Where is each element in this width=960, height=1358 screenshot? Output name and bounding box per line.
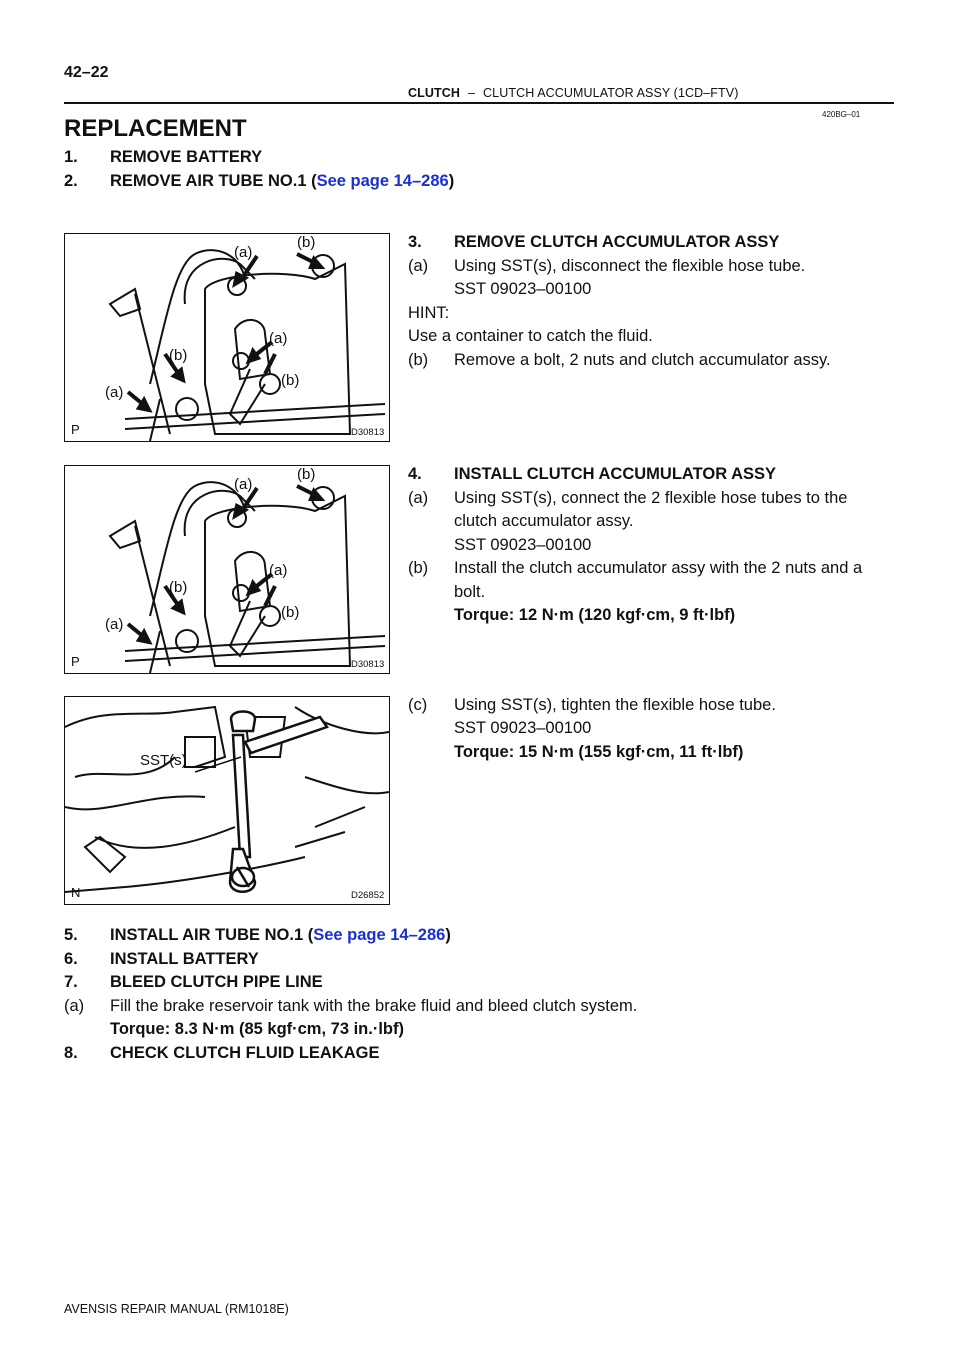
callout-b: (b) xyxy=(169,347,188,364)
callout-b: (b) xyxy=(281,604,300,621)
reference-code: 420BG–01 xyxy=(822,110,861,119)
step-6: 6. INSTALL BATTERY xyxy=(64,950,259,968)
step-4b-cont: bolt. xyxy=(454,583,486,601)
step-4: 4. INSTALL CLUTCH ACCUMULATOR ASSY xyxy=(408,465,777,483)
step-4a-sst: SST 09023–00100 xyxy=(454,536,592,554)
section-name: CLUTCH xyxy=(408,86,460,100)
callout-a: (a) xyxy=(269,330,288,347)
figure-id: D30813 xyxy=(351,659,385,670)
step-4b-torque: Torque: 12 N·m (120 kgf·cm, 9 ft·lbf) xyxy=(454,606,736,624)
step-1 xyxy=(64,148,262,167)
step-3: 3. REMOVE CLUTCH ACCUMULATOR ASSY xyxy=(408,233,780,251)
figure-2-clutch-accumulator xyxy=(64,465,390,674)
callout-b: (b) xyxy=(297,466,316,483)
callout-b: (b) xyxy=(169,579,188,596)
step-4b: (b) Install the clutch accumulator assy with the 2 nuts and a xyxy=(408,559,863,577)
accumulator-illustration xyxy=(65,466,389,673)
step-number: 1. xyxy=(64,148,78,166)
figure-corner-mark: P xyxy=(71,422,80,437)
step-4c: (c) Using SST(s), tighten the flexible hose tube. xyxy=(408,696,776,714)
section-header xyxy=(408,86,738,100)
step-text: REMOVE AIR TUBE NO.1 ( xyxy=(110,172,317,190)
step-number: 2. xyxy=(64,172,78,190)
header-separator: – xyxy=(467,86,476,100)
step-3b: (b) Remove a bolt, 2 nuts and clutch accumulator assy. xyxy=(408,351,831,369)
page-title: REPLACEMENT xyxy=(64,115,247,142)
step-7a-torque: Torque: 8.3 N·m (85 kgf·cm, 73 in.·lbf) xyxy=(110,1020,404,1038)
callout-a: (a) xyxy=(105,616,124,633)
callout-a: (a) xyxy=(269,562,288,579)
see-page-link[interactable]: See page 14–286 xyxy=(316,172,449,190)
step-4a: (a) Using SST(s), connect the 2 flexible hose tubes to the xyxy=(408,489,848,507)
step-8: 8. CHECK CLUTCH FLUID LEAKAGE xyxy=(64,1044,380,1062)
callout-b: (b) xyxy=(281,372,300,389)
sst-wrench-illustration xyxy=(65,697,389,904)
manual-footer: AVENSIS REPAIR MANUAL (RM1018E) xyxy=(64,1302,289,1316)
figure-id: D26852 xyxy=(351,890,385,901)
header-rule xyxy=(64,102,894,104)
step-7: 7. BLEED CLUTCH PIPE LINE xyxy=(64,973,323,991)
callout-b: (b) xyxy=(297,234,316,251)
step-4c-sst: SST 09023–00100 xyxy=(454,719,592,737)
hint-text: Use a container to catch the fluid. xyxy=(408,327,653,345)
figure-3-sst-wrench xyxy=(64,696,390,905)
step-text: REMOVE BATTERY xyxy=(110,148,263,166)
callout-a: (a) xyxy=(105,384,124,401)
figure-corner-mark: N xyxy=(71,885,81,900)
hint-label: HINT: xyxy=(408,304,450,322)
callout-a: (a) xyxy=(234,244,253,261)
step-4c-torque: Torque: 15 N·m (155 kgf·cm, 11 ft·lbf) xyxy=(454,743,744,761)
step-5: 5. INSTALL AIR TUBE NO.1 (See page 14–286) xyxy=(64,926,451,944)
callout-a: (a) xyxy=(234,476,253,493)
accumulator-illustration xyxy=(65,234,389,441)
step-7a: (a) Fill the brake reservoir tank with the brake fluid and bleed clutch system. xyxy=(64,997,638,1015)
step-4a-cont: clutch accumulator assy. xyxy=(454,512,634,530)
sst-callout: SST(s) xyxy=(140,752,187,769)
figure-id: D30813 xyxy=(351,427,385,438)
see-page-link[interactable]: See page 14–286 xyxy=(313,926,446,944)
step-3a-sst: SST 09023–00100 xyxy=(454,280,592,298)
page-number: 42–22 xyxy=(64,64,109,81)
step-3a: (a) Using SST(s), disconnect the flexible hose tube. xyxy=(408,257,806,275)
figure-1-clutch-accumulator xyxy=(64,233,390,442)
section-subject: CLUTCH ACCUMULATOR ASSY (1CD–FTV) xyxy=(483,86,739,100)
figure-corner-mark: P xyxy=(71,654,80,669)
step-2: 2. REMOVE AIR TUBE NO.1 (See page 14–286) xyxy=(64,172,455,190)
